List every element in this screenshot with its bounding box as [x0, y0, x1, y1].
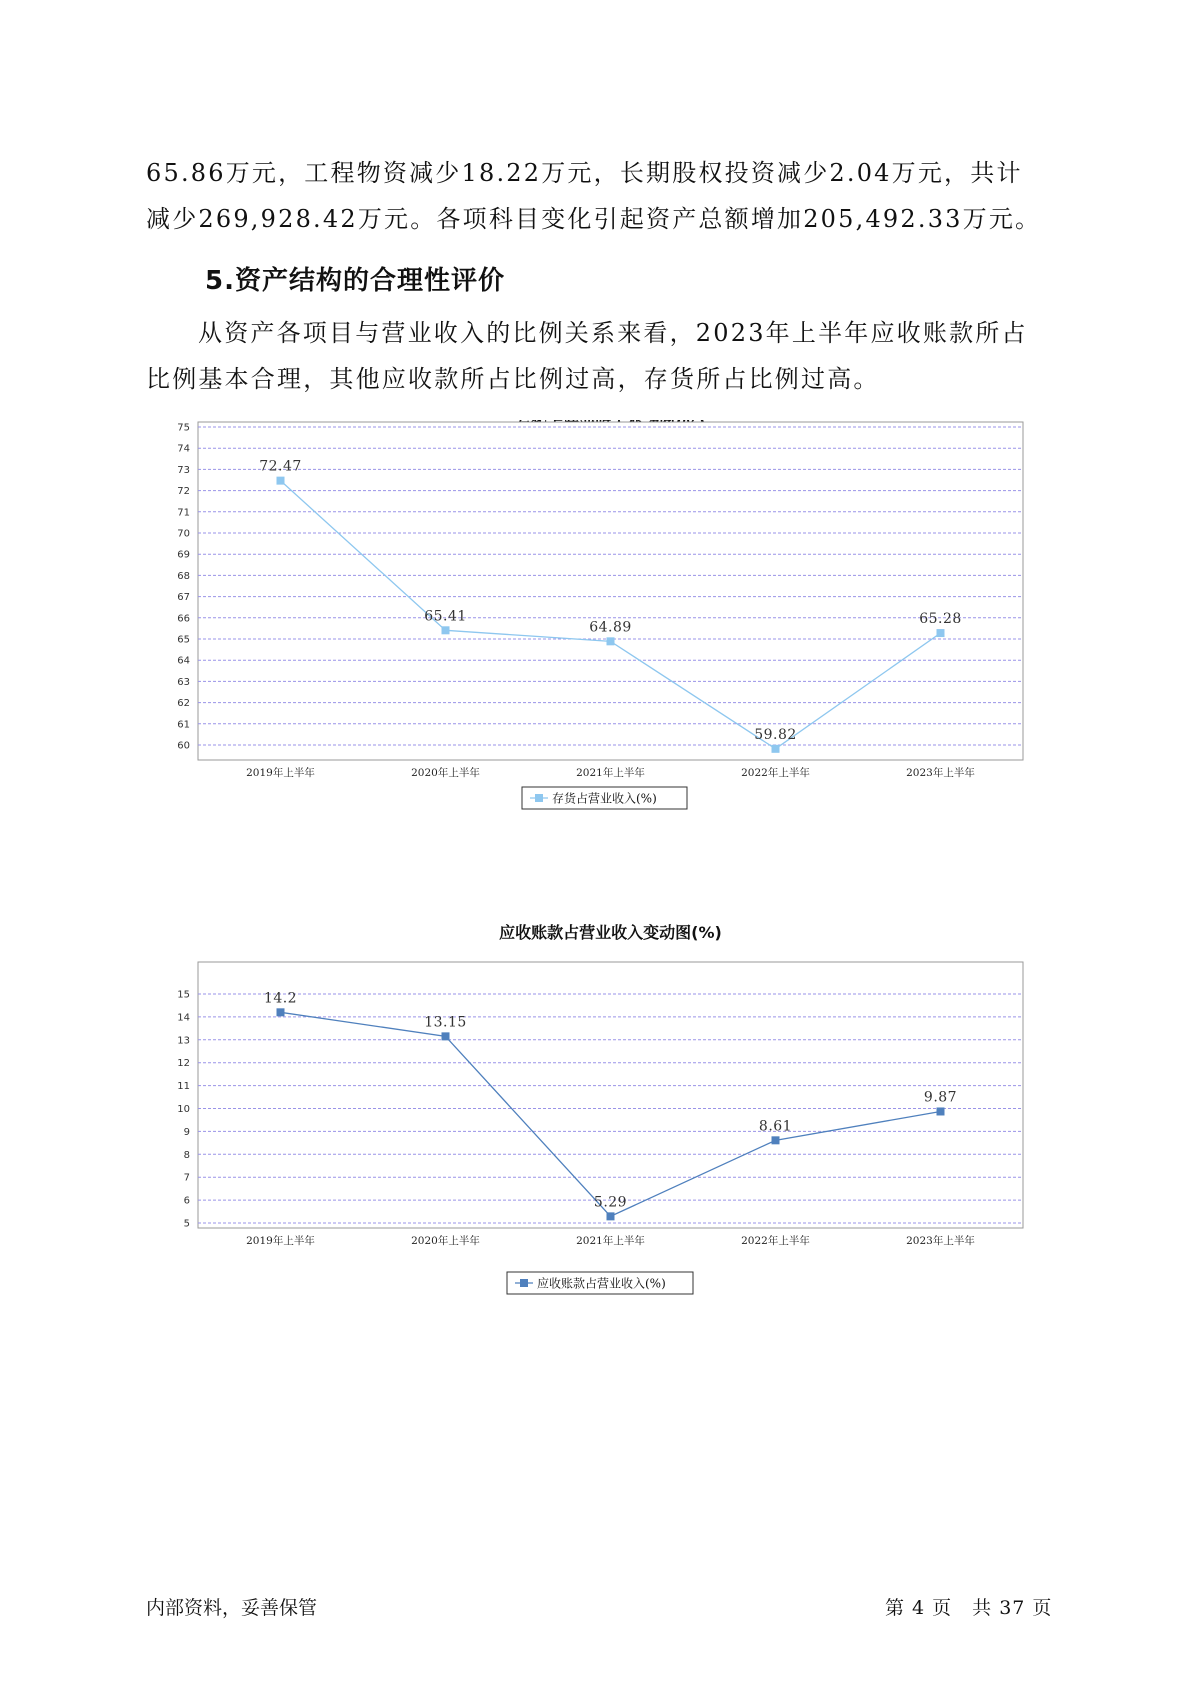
- y-tick-label: 70: [177, 528, 190, 540]
- y-tick-label: 69: [177, 549, 190, 561]
- data-label: 14.2: [263, 990, 298, 1007]
- data-point-marker: [607, 637, 615, 645]
- data-label: 9.87: [923, 1089, 958, 1106]
- paragraph-asset-structure: 从资产各项目与营业收入的比例关系来看，2023年上半年应收账款所占比例基本合理，其他应收款所占比例过高，存货所占比例过高。: [146, 319, 1028, 393]
- legend-marker-swatch: [520, 1279, 528, 1287]
- data-label: 72.47: [259, 458, 302, 475]
- y-tick-label: 60: [177, 740, 190, 752]
- x-tick-label: 2019年上半年: [246, 1235, 315, 1247]
- y-tick-label: 5: [183, 1218, 190, 1230]
- data-point-marker: [937, 629, 945, 637]
- x-tick-label: 2023年上半年: [906, 767, 975, 779]
- receivables-ratio-chart: [0, 920, 1191, 1320]
- y-tick-label: 14: [177, 1012, 190, 1024]
- data-label: 65.28: [919, 611, 962, 628]
- plot-area: [198, 962, 1023, 1228]
- y-tick-label: 75: [177, 422, 190, 434]
- x-tick-label: 2020年上半年: [411, 767, 480, 779]
- y-tick-label: 11: [177, 1081, 190, 1093]
- y-tick-label: 65: [177, 634, 190, 646]
- y-tick-label: 66: [177, 613, 190, 625]
- data-point-marker: [442, 626, 450, 634]
- x-tick-label: 2020年上半年: [411, 1235, 480, 1247]
- inventory-ratio-chart-svg: [0, 420, 1191, 840]
- y-tick-label: 6: [183, 1195, 190, 1207]
- data-point-marker: [772, 745, 780, 753]
- y-tick-label: 61: [177, 719, 190, 731]
- footer-page-number: 第 4 页 共 37 页: [885, 1597, 1053, 1619]
- x-tick-label: 2021年上半年: [576, 1235, 645, 1247]
- data-point-marker: [607, 1212, 615, 1220]
- x-tick-label: 2022年上半年: [741, 767, 810, 779]
- data-label: 59.82: [754, 726, 797, 743]
- y-tick-label: 71: [177, 507, 190, 519]
- data-label: 64.89: [589, 619, 632, 636]
- y-tick-label: 63: [177, 676, 190, 688]
- data-point-marker: [442, 1032, 450, 1040]
- data-label: 65.41: [424, 608, 467, 625]
- y-tick-label: 62: [177, 698, 190, 710]
- receivables-ratio-chart-svg: [0, 920, 1191, 1320]
- inventory-ratio-chart: [0, 420, 1191, 840]
- x-tick-label: 2019年上半年: [246, 767, 315, 779]
- y-tick-label: 8: [183, 1149, 190, 1161]
- legend-marker-swatch: [535, 794, 543, 802]
- y-tick-label: 15: [177, 989, 190, 1001]
- plot-area: [198, 422, 1023, 760]
- data-point-marker: [937, 1107, 945, 1115]
- y-tick-label: 9: [183, 1126, 190, 1138]
- y-tick-label: 72: [177, 486, 190, 498]
- y-tick-label: 10: [177, 1104, 190, 1115]
- chart-title: 应收账款占营业收入变动图(%): [499, 923, 722, 942]
- data-label: 13.15: [424, 1014, 467, 1031]
- y-tick-label: 74: [177, 443, 190, 455]
- legend-label: 应收账款占营业收入(%): [537, 1276, 666, 1291]
- y-tick-label: 13: [177, 1035, 190, 1047]
- legend-label: 存货占营业收入(%): [552, 791, 657, 806]
- data-point-marker: [772, 1136, 780, 1144]
- data-label: 5.29: [593, 1194, 628, 1211]
- footer-confidential-note: 内部资料，妥善保管: [146, 1597, 318, 1619]
- section-heading: 5.资产结构的合理性评价: [205, 266, 505, 296]
- data-label: 8.61: [758, 1118, 793, 1135]
- y-tick-label: 64: [177, 655, 190, 667]
- data-point-marker: [277, 477, 285, 485]
- x-tick-label: 2022年上半年: [741, 1235, 810, 1247]
- x-tick-label: 2021年上半年: [576, 767, 645, 779]
- y-tick-label: 12: [177, 1058, 190, 1070]
- y-tick-label: 67: [177, 592, 190, 604]
- y-tick-label: 73: [177, 464, 190, 476]
- y-tick-label: 68: [177, 570, 190, 582]
- x-tick-label: 2023年上半年: [906, 1235, 975, 1247]
- data-point-marker: [277, 1008, 285, 1016]
- y-tick-label: 7: [183, 1172, 190, 1184]
- paragraph-asset-changes: 65.86万元，工程物资减少18.22万元，长期股权投资减少2.04万元，共计减少269,928.42万元。各项科目变化引起资产总额增加205,492.33万元。: [146, 159, 1042, 233]
